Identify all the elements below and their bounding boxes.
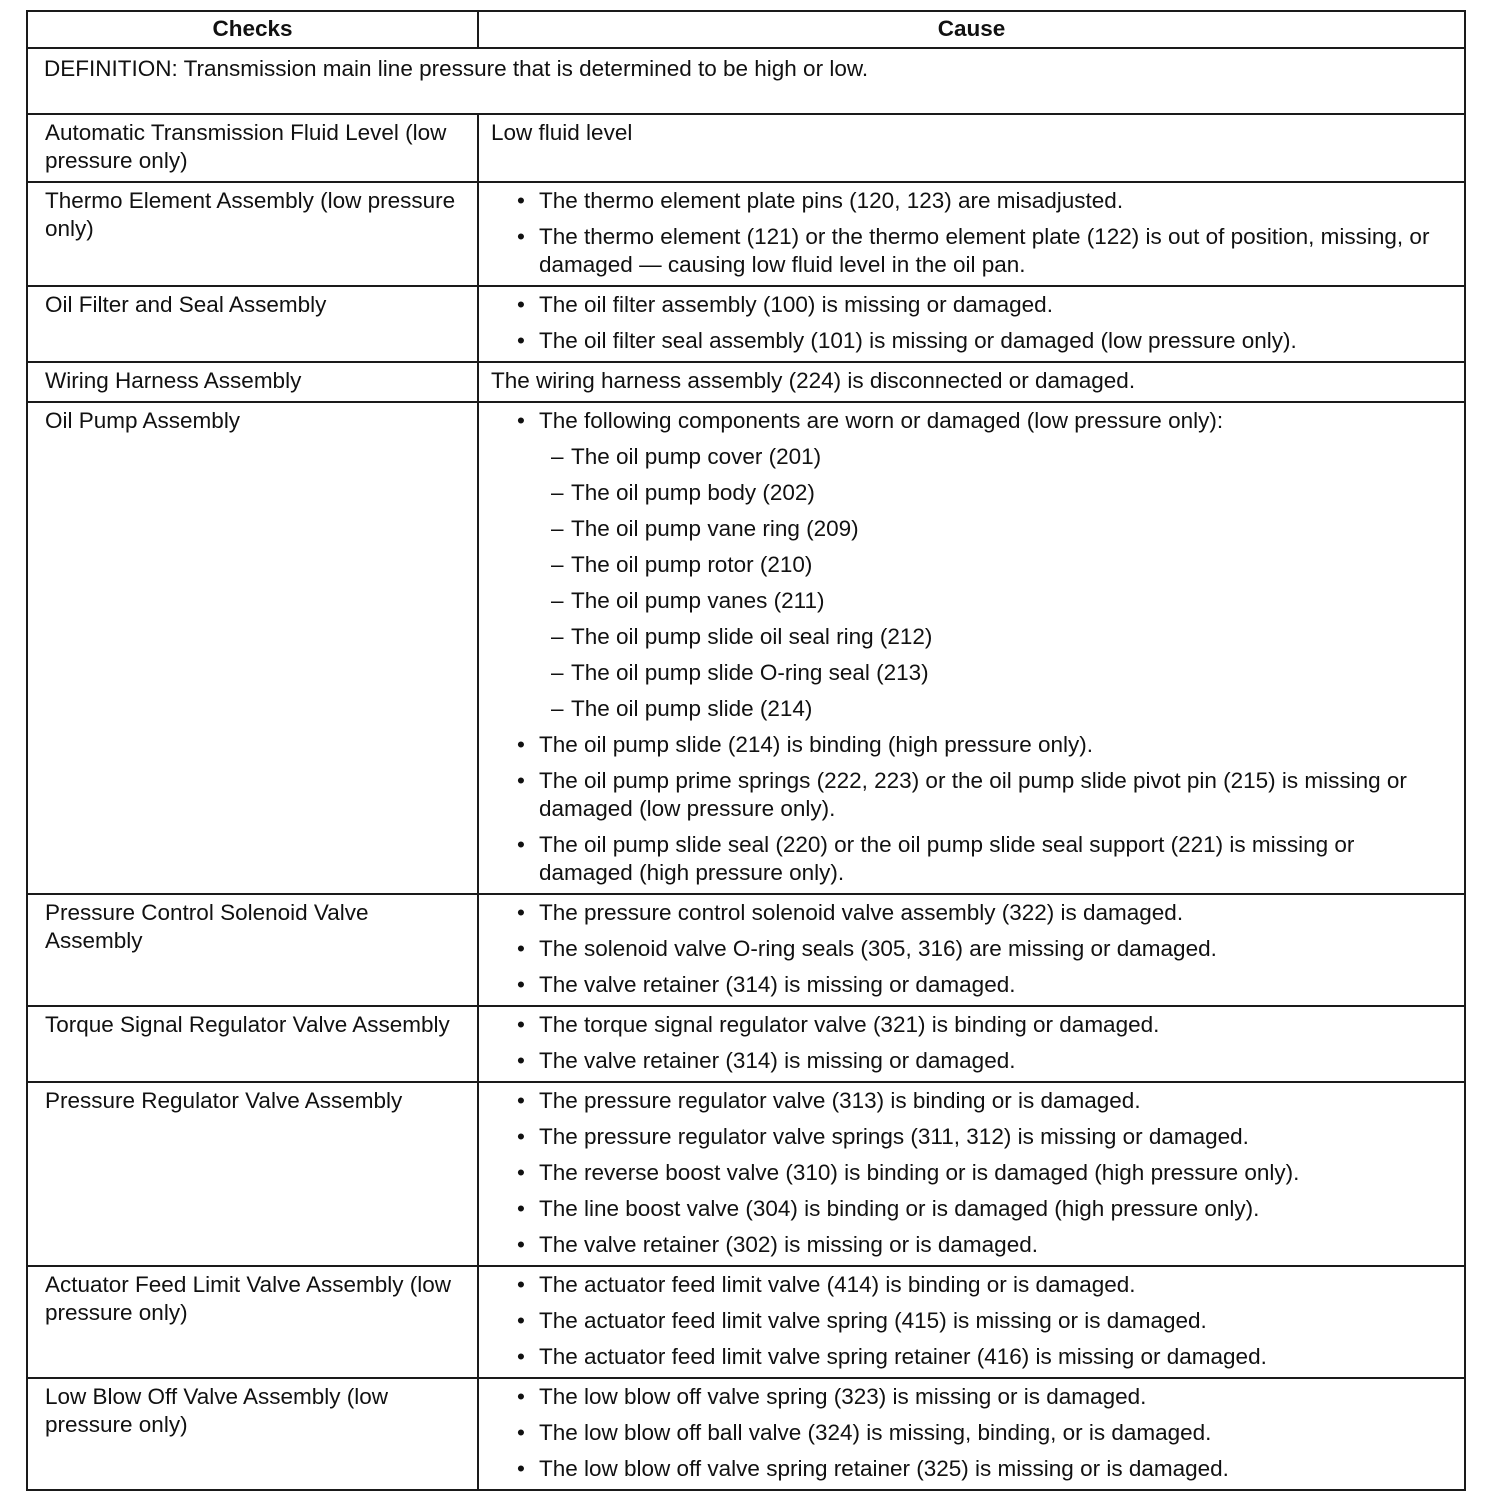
cause-item-text: The valve retainer (302) is missing or is damaged. <box>539 1232 1038 1257</box>
cause-item <box>491 1383 1450 1411</box>
cause-item <box>491 899 1450 927</box>
cause-item-text: The pressure regulator valve springs (311, 312) is missing or damaged. <box>539 1124 1249 1149</box>
cause-item <box>491 291 1450 319</box>
checks-column-header: Checks <box>27 11 478 48</box>
table-row <box>27 1266 1465 1378</box>
cause-item-text: The valve retainer (314) is missing or damaged. <box>539 972 1016 997</box>
table-row <box>27 894 1465 1006</box>
cause-item-text: The thermo element plate pins (120, 123) are misadjusted. <box>539 188 1124 213</box>
cause-item-text: The pressure control solenoid valve assembly (322) is damaged. <box>539 900 1184 925</box>
cause-cell <box>478 114 1465 182</box>
cause-item <box>491 1087 1450 1115</box>
component-item: – The oil pump slide oil seal ring (212) <box>539 623 1450 651</box>
cause-cell <box>478 894 1465 1006</box>
cause-item <box>491 1195 1450 1223</box>
cause-item-text: The oil pump slide (214) is binding (high pressure only). <box>539 732 1094 757</box>
cause-item <box>491 971 1450 999</box>
cause-cell <box>478 1266 1465 1378</box>
cause-item-text: The oil filter seal assembly (101) is missing or damaged (low pressure only). <box>539 328 1297 353</box>
cause-item <box>491 407 1450 723</box>
check-cell: Wiring Harness Assembly <box>27 362 478 402</box>
cause-item <box>491 1455 1450 1483</box>
cause-list <box>491 187 1450 279</box>
cause-item <box>491 223 1450 279</box>
definition-row <box>27 48 1465 114</box>
cause-item-text: The oil pump prime springs (222, 223) or the oil pump slide pivot pin (215) is missing or damaged (low pressure only). <box>539 768 1407 821</box>
cause-cell <box>478 1082 1465 1266</box>
check-cell: Oil Pump Assembly <box>27 402 478 894</box>
cause-item-text: The line boost valve (304) is binding or is damaged (high pressure only). <box>539 1196 1260 1221</box>
cause-column-header: Cause <box>478 11 1465 48</box>
cause-list <box>491 1011 1450 1075</box>
component-item: – The oil pump rotor (210) <box>539 551 1450 579</box>
cause-item <box>491 1123 1450 1151</box>
cause-item-text: The actuator feed limit valve spring retainer (416) is missing or damaged. <box>539 1344 1267 1369</box>
cause-cell <box>478 1006 1465 1082</box>
table-row <box>27 1082 1465 1266</box>
cause-item <box>491 831 1450 887</box>
diagnostic-table <box>26 10 1466 1491</box>
cause-item-text: The following components are worn or damaged (low pressure only): <box>539 408 1224 433</box>
cause-item <box>491 1231 1450 1259</box>
cause-list <box>491 291 1450 355</box>
check-cell: Thermo Element Assembly (low pressure only) <box>27 182 478 286</box>
header-row <box>27 11 1465 48</box>
cause-item <box>491 187 1450 215</box>
cause-cell <box>478 286 1465 362</box>
cause-item <box>491 327 1450 355</box>
cause-list <box>491 407 1450 887</box>
cause-item <box>491 1159 1450 1187</box>
cause-item-text: The valve retainer (314) is missing or damaged. <box>539 1048 1016 1073</box>
cause-item <box>491 935 1450 963</box>
cause-item-text: The thermo element (121) or the thermo element plate (122) is out of position, missing, or damaged — causing low fluid level in the oil pan. <box>539 224 1430 277</box>
component-item: – The oil pump slide (214) <box>539 695 1450 723</box>
table-row <box>27 182 1465 286</box>
cause-item <box>491 1343 1450 1371</box>
cause-item-text: The actuator feed limit valve (414) is binding or is damaged. <box>539 1272 1136 1297</box>
table-row <box>27 1378 1465 1490</box>
cause-list <box>491 1087 1450 1259</box>
cause-text: The wiring harness assembly (224) is disconnected or damaged. <box>491 368 1136 393</box>
cause-list <box>491 1383 1450 1483</box>
check-cell: Pressure Control Solenoid Valve Assembly <box>27 894 478 1006</box>
cause-cell <box>478 182 1465 286</box>
check-cell: Low Blow Off Valve Assembly (low pressure only) <box>27 1378 478 1490</box>
component-item: – The oil pump slide O-ring seal (213) <box>539 659 1450 687</box>
cause-item-text: The oil filter assembly (100) is missing or damaged. <box>539 292 1053 317</box>
component-item: – The oil pump vane ring (209) <box>539 515 1450 543</box>
check-cell: Torque Signal Regulator Valve Assembly <box>27 1006 478 1082</box>
definition-text: DEFINITION: Transmission main line pressure that is determined to be high or low. <box>27 48 1465 114</box>
component-item: – The oil pump body (202) <box>539 479 1450 507</box>
cause-list <box>491 899 1450 999</box>
cause-item-text: The low blow off valve spring (323) is missing or is damaged. <box>539 1384 1147 1409</box>
cause-item-text: The reverse boost valve (310) is binding or is damaged (high pressure only). <box>539 1160 1300 1185</box>
table-row <box>27 1006 1465 1082</box>
check-cell: Pressure Regulator Valve Assembly <box>27 1082 478 1266</box>
check-cell: Actuator Feed Limit Valve Assembly (low pressure only) <box>27 1266 478 1378</box>
cause-item-text: The actuator feed limit valve spring (415) is missing or is damaged. <box>539 1308 1207 1333</box>
cause-item-text: The low blow off valve spring retainer (325) is missing or is damaged. <box>539 1456 1229 1481</box>
table-row <box>27 362 1465 402</box>
cause-item-text: The oil pump slide seal (220) or the oil pump slide seal support (221) is missing or damaged (high pressure only). <box>539 832 1355 885</box>
table-row <box>27 286 1465 362</box>
cause-item <box>491 767 1450 823</box>
cause-item-text: The low blow off ball valve (324) is missing, binding, or is damaged. <box>539 1420 1212 1445</box>
component-sublist <box>539 443 1450 723</box>
check-cell: Automatic Transmission Fluid Level (low pressure only) <box>27 114 478 182</box>
cause-item <box>491 731 1450 759</box>
cause-item <box>491 1307 1450 1335</box>
cause-cell <box>478 1378 1465 1490</box>
cause-item-text: The solenoid valve O-ring seals (305, 316) are missing or damaged. <box>539 936 1217 961</box>
component-item: – The oil pump vanes (211) <box>539 587 1450 615</box>
cause-item-text: The torque signal regulator valve (321) is binding or damaged. <box>539 1012 1160 1037</box>
cause-item <box>491 1271 1450 1299</box>
cause-cell <box>478 362 1465 402</box>
cause-list <box>491 1271 1450 1371</box>
table-row <box>27 402 1465 894</box>
cause-item <box>491 1011 1450 1039</box>
cause-text: Low fluid level <box>491 120 633 145</box>
table-row <box>27 114 1465 182</box>
check-cell: Oil Filter and Seal Assembly <box>27 286 478 362</box>
cause-item <box>491 1419 1450 1447</box>
cause-item <box>491 1047 1450 1075</box>
component-item: – The oil pump cover (201) <box>539 443 1450 471</box>
cause-cell <box>478 402 1465 894</box>
cause-item-text: The pressure regulator valve (313) is binding or is damaged. <box>539 1088 1141 1113</box>
